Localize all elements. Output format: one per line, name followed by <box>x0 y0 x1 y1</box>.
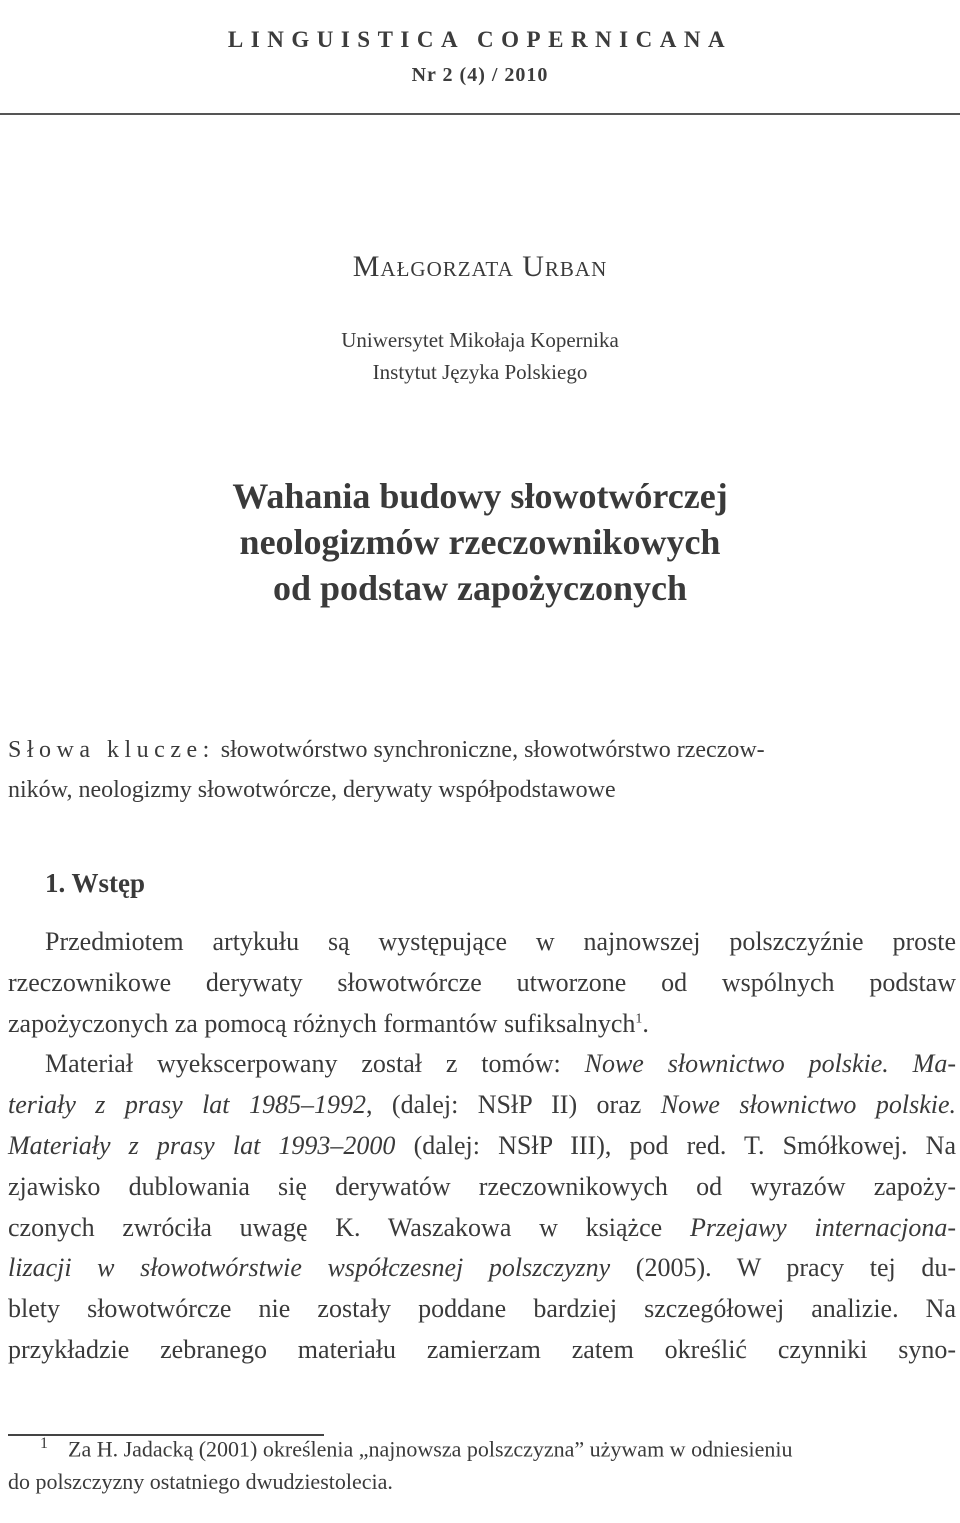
keywords-text: słowotwórstwo synchroniczne, słowotwórstwo rzeczow- <box>214 737 765 763</box>
source-title: Materiały z prasy lat 1993–2000 <box>8 1130 396 1160</box>
body-text: Materiał wyekscerpowany został z tomów: <box>45 1049 585 1079</box>
footnote-line: do polszczyzny ostatniego dwudziestolecia. <box>8 1469 393 1495</box>
section-heading: 1. Wstęp <box>45 868 146 898</box>
body-text: (2005). W pracy tej du- <box>610 1253 956 1283</box>
body-line <box>8 1248 956 1289</box>
header-rule <box>0 113 960 115</box>
footnote <box>8 1427 956 1498</box>
body-line <box>8 1085 956 1126</box>
body-line <box>8 1004 956 1045</box>
title-line: od podstaw zapożyczonych <box>272 568 688 608</box>
body-text: (dalej: NSłP III), pod red. T. Smółkowej. Na <box>395 1130 956 1160</box>
body-text: czonych zwróciła uwagę K. Waszakowa w książce <box>8 1212 690 1242</box>
body-line: rzeczownikowe derywaty słowotwórcze utworzone od wspólnych podstaw <box>8 967 956 997</box>
body-text: . <box>642 1008 649 1038</box>
footnote-text: Za H. Jadacką (2001) określenia „najnowsza polszczyzna” używam w odniesieniu <box>68 1436 793 1462</box>
body-line: zjawisko dublowania się derywatów rzeczownikowych od wyrazów zapoży- <box>8 1171 956 1201</box>
affiliation-institute: Instytut Języka Polskiego <box>372 360 588 384</box>
author-name: Małgorzata Urban <box>352 250 608 283</box>
body-line: Przedmiotem artykułu są występujące w najnowszej polszczyźnie proste <box>45 927 956 956</box>
body-line <box>8 1208 956 1249</box>
body-line: blety słowotwórcze nie zostały poddane bardziej szczegółowej analizie. Na <box>8 1294 956 1324</box>
body-line <box>8 1126 956 1167</box>
footnote-line <box>8 1427 956 1465</box>
body-line: przykładzie zebranego materiału zamierzam zatem określić czynniki syno- <box>8 1334 956 1364</box>
body-paragraph <box>8 922 956 1371</box>
body-text: zapożyczonych za pomocą różnych formantów sufiksalnych <box>8 1008 636 1038</box>
body-text: , (dalej: NSłP II) oraz <box>365 1090 661 1120</box>
body-line <box>8 1044 956 1085</box>
keywords <box>8 730 956 810</box>
affiliation-university: Uniwersytet Mikołaja Kopernika <box>341 328 619 352</box>
source-title: Nowe słownictwo polskie. <box>660 1090 956 1120</box>
footnote-ref[interactable]: 1 <box>635 1010 643 1026</box>
footnote-number: 1 <box>40 1435 48 1452</box>
title-line: neologizmów rzeczownikowych <box>239 522 721 562</box>
issue-number: Nr 2 (4) / 2010 <box>411 64 549 86</box>
source-title: teriały z prasy lat 1985–1992 <box>8 1090 366 1120</box>
keywords-label: Słowa klucze: <box>8 737 215 763</box>
keywords-text: ników, neologizmy słowotwórcze, derywaty współpodstawowe <box>8 777 616 803</box>
article-title <box>0 473 960 611</box>
book-title: Przejawy internacjona- <box>689 1212 956 1242</box>
journal-name: LINGUISTICA COPERNICANA <box>227 27 733 52</box>
title-line: Wahania budowy słowotwórczej <box>232 476 728 516</box>
source-title: Nowe słownictwo polskie. Ma- <box>584 1049 956 1079</box>
book-title: lizacji w słowotwórstwie współczesnej polszczyzny <box>8 1253 611 1283</box>
